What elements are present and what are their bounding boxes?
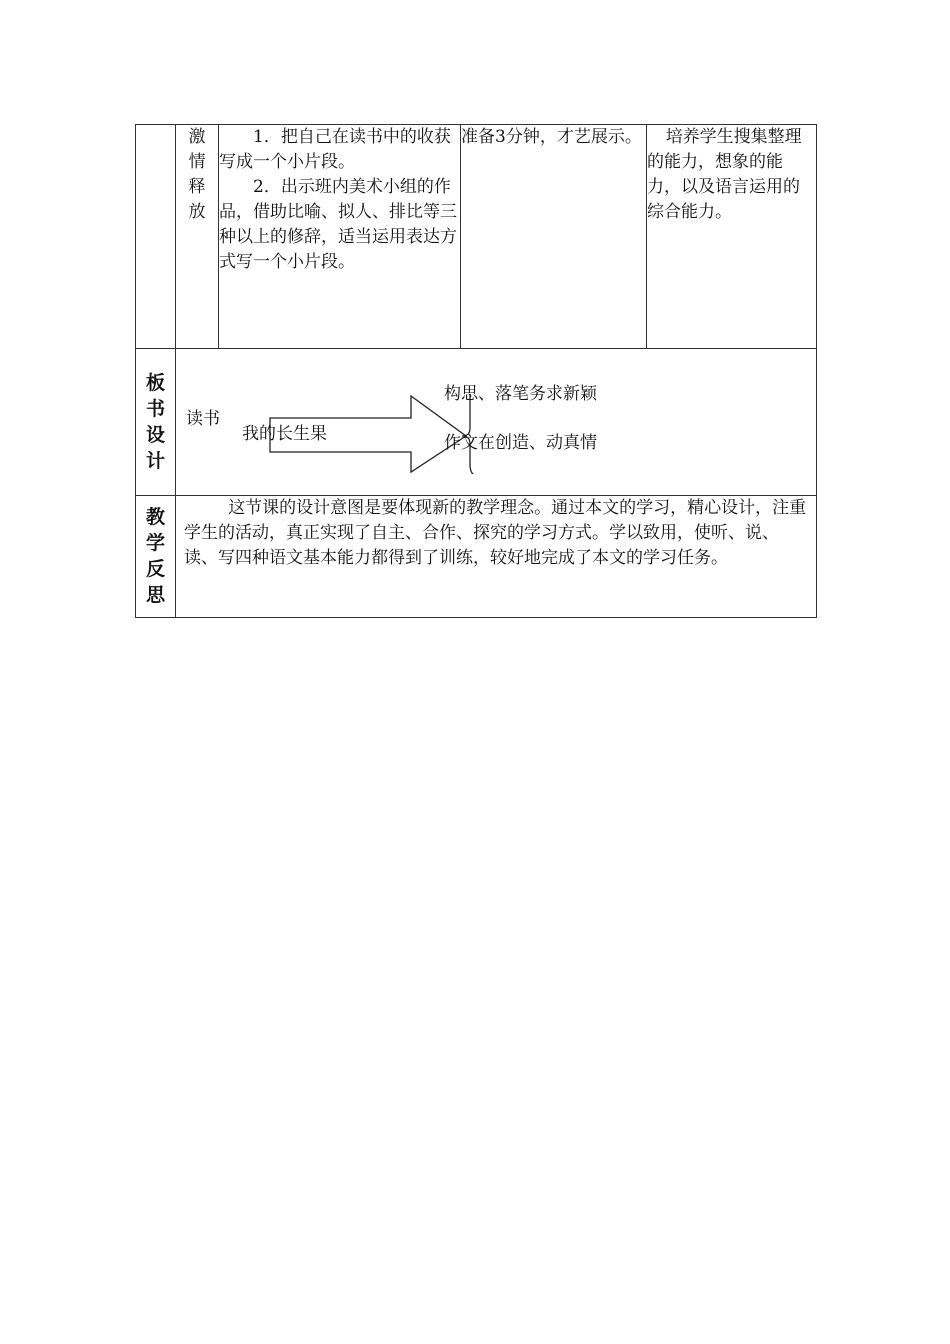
student-activity-text: 准备3分钟，才艺展示。	[461, 127, 642, 147]
board-design-row	[136, 349, 817, 496]
board-design-diagram	[176, 349, 816, 495]
teacher-activity-cell	[219, 125, 461, 349]
board-design-cell	[176, 349, 817, 496]
board-branch-item: 构思、落笔务求新颖	[444, 384, 597, 404]
teaching-reflection-cell	[176, 496, 817, 618]
teacher-activity-item: 1．把自己在读书中的收获写成一个小片段。	[219, 127, 451, 172]
student-activity-cell	[461, 125, 647, 349]
stage-label-cell	[176, 125, 219, 349]
board-arrow-text: 我的长生果	[242, 424, 327, 444]
activity-row	[136, 125, 817, 349]
blank-section-cell	[136, 125, 176, 349]
teacher-activity-item: 2．出示班内美术小组的作品，借助比喻、拟人、排比等三种以上的修辞，适当运用表达方式写一个小片段。	[219, 177, 457, 272]
teaching-reflection-row	[136, 496, 817, 618]
teaching-reflection-heading-cell	[136, 496, 176, 618]
teaching-reflection-heading: 教学反思	[145, 506, 165, 606]
design-intent-text: 培养学生搜集整理的能力，想象的能力，以及语言运用的综合能力。	[647, 127, 802, 222]
board-design-heading-cell	[136, 349, 176, 496]
lesson-plan-table	[135, 124, 817, 618]
board-design-heading: 板书设计	[145, 371, 165, 472]
design-intent-cell	[647, 125, 817, 349]
teaching-reflection-text: 这节课的设计意图是要体现新的教学理念。通过本文的学习，精心设计，注重学生的活动，真正实现了自主、合作、探究的学习方式。学以致用，使听、说、读、写四种语文基本能力都得到了训练，较好地完成了本文的学习任务。	[184, 498, 807, 568]
board-left-label: 读书	[186, 409, 220, 429]
stage-label: 激情释放	[188, 127, 206, 222]
board-branch-item: 作文在创造、动真情	[444, 433, 597, 453]
